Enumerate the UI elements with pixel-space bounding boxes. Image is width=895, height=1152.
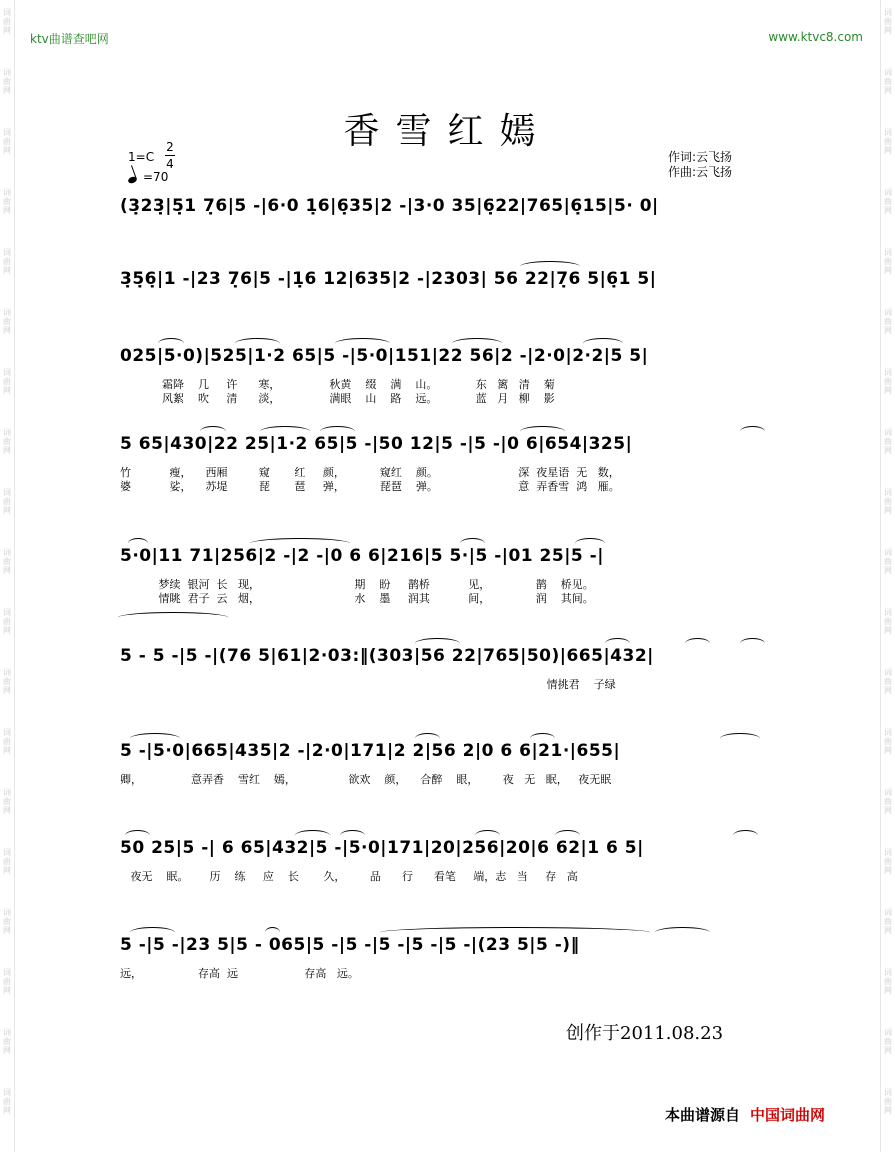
slur-mark (340, 830, 365, 841)
slur-mark (158, 338, 184, 349)
source-credit (665, 1104, 825, 1125)
watermark-text: 词曲网 (884, 608, 892, 635)
watermark-text: 词曲网 (3, 428, 11, 455)
slur-mark (733, 830, 758, 841)
lyrics-verse-2: 婆 娑， 苏堤 琵 琶 弹， 琵琶 弹。 意 弄香雪 鸿 雁。 (120, 480, 620, 493)
watermark-text: 词曲网 (3, 668, 11, 695)
slur-mark (118, 612, 228, 623)
melody-notation: 5 - 5 -|5 -|(76 5|61|2·03:‖(303|56 22|765|50)|665|432| (120, 646, 654, 666)
watermark-text: 词曲网 (3, 1028, 11, 1055)
watermark-text: 词曲网 (884, 548, 892, 575)
watermark-text: 词曲网 (884, 668, 892, 695)
watermark-text: 词曲网 (884, 788, 892, 815)
slur-mark (125, 830, 150, 841)
quarter-note-icon (127, 176, 138, 185)
slur-mark (530, 733, 555, 744)
time-denominator: 4 (166, 157, 174, 171)
lyrics-verse-1: 梦续 银河 长 现， 期 盼 鹊桥 见， 鹊 桥见。 (120, 578, 594, 591)
slur-mark (520, 426, 565, 437)
watermark-text: 词曲网 (3, 728, 11, 755)
slur-mark (720, 733, 760, 744)
melody-notation: 025|5·0)|525|1·2 65|5 -|5·0|151|22 56|2 -|2·0|2·2|5 5| (120, 346, 649, 366)
lyrics-verse-1: 夜无 眠。 历 练 应 长 久， 品 行 看笔 端，志 当 存 高 (120, 870, 578, 883)
watermark-text: 词曲网 (884, 368, 892, 395)
watermark-text: 词曲网 (884, 728, 892, 755)
slur-mark (380, 927, 650, 938)
tempo-value: =70 (143, 170, 169, 184)
lyrics-verse-1: 远， 存高 远 存高 远。 (120, 967, 359, 980)
slur-mark (265, 927, 280, 938)
watermark-text: 词曲网 (3, 848, 11, 875)
watermark-text: 词曲网 (3, 128, 11, 155)
watermark-text: 词曲网 (3, 968, 11, 995)
watermark-text: 词曲网 (3, 908, 11, 935)
watermark-text: 词曲网 (884, 128, 892, 155)
slur-mark (605, 638, 630, 649)
watermark-text: 词曲网 (884, 968, 892, 995)
slur-mark (555, 830, 580, 841)
melody-notation: 5·0|11 71|256|2 -|2 -|0 6 6|216|5 5·|5 -|01 25|5 -| (120, 546, 604, 566)
composer-credit: 作曲:云飞扬 (668, 165, 733, 179)
slur-mark (583, 338, 623, 349)
source-brand-link[interactable]: 中国词曲网 (750, 1106, 826, 1124)
melody-notation: 3̣5̣6̣|1 -|23 7̣6|5 -|1̣6 12|635|2 -|2303| 56 22|7̣6 5|6̣1 5| (120, 269, 657, 289)
slur-mark (200, 426, 226, 437)
slur-mark (130, 733, 180, 744)
time-signature (165, 140, 175, 171)
lyrics-verse-1: 情挑君 子绿 (120, 678, 616, 691)
slur-mark (235, 338, 280, 349)
watermark-text: 词曲网 (3, 248, 11, 275)
left-watermark-strip (0, 0, 15, 1152)
slur-mark (335, 338, 390, 349)
slur-mark (740, 426, 765, 437)
creation-date: 创作于2011.08.23 (566, 1023, 724, 1044)
watermark-text: 词曲网 (884, 908, 892, 935)
melody-notation: 5 65|430|22 25|1·2 65|5 -|50 12|5 -|5 -|0 6|654|325| (120, 434, 633, 454)
key-signature: 1=C (128, 150, 155, 164)
song-title: 香雪红嫣 (343, 111, 552, 152)
left-site-link[interactable]: ktv曲谱查吧网 (30, 32, 109, 46)
slur-mark (575, 538, 605, 549)
watermark-text: 词曲网 (3, 8, 11, 35)
watermark-text: 词曲网 (3, 1088, 11, 1115)
watermark-text: 词曲网 (3, 308, 11, 335)
tempo-marking (128, 170, 168, 184)
slur-mark (520, 261, 580, 272)
slur-mark (130, 927, 175, 938)
slur-mark (452, 338, 502, 349)
right-site-link[interactable]: www.ktvc8.com (768, 30, 863, 44)
watermark-text: 词曲网 (884, 488, 892, 515)
lyricist-credit: 作词:云飞扬 (668, 150, 733, 164)
slur-mark (250, 538, 350, 549)
watermark-text: 词曲网 (3, 368, 11, 395)
watermark-text: 词曲网 (884, 428, 892, 455)
watermark-text: 词曲网 (3, 548, 11, 575)
melody-notation: 5 -|5 -|23 5|5 - 065|5 -|5 -|5 -|5 -|5 -|(23 5|5 -)‖ (120, 935, 580, 955)
lyrics-verse-2: 风絮 吹 清 淡， 满眼 山 路 远。 蓝 月 柳 影 (120, 392, 555, 405)
slur-mark (475, 830, 500, 841)
slur-mark (740, 638, 765, 649)
time-numerator: 2 (166, 140, 174, 154)
watermark-text: 词曲网 (884, 1028, 892, 1055)
melody-notation: 50 25|5 -| 6 65|432|5 -|5·0|171|20|256|20|6 62|1 6 5| (120, 838, 644, 858)
watermark-text: 词曲网 (884, 8, 892, 35)
slur-mark (320, 426, 355, 437)
watermark-text: 词曲网 (884, 848, 892, 875)
watermark-text: 词曲网 (884, 308, 892, 335)
lyrics-verse-1: 卿， 意弄香 雪红 嫣， 欲欢 颜， 合醉 眼， 夜 无 眠， 夜无眠 (120, 773, 612, 786)
right-watermark-strip (880, 0, 895, 1152)
slur-mark (415, 733, 440, 744)
slur-mark (128, 538, 148, 549)
melody-notation: 5 -|5·0|665|435|2 -|2·0|171|2 2|56 2|0 6 6|21·|655| (120, 741, 621, 761)
lyrics-verse-2: 情眺 君子 云 烟， 水 墨 润其 间， 润 其间。 (120, 592, 594, 605)
watermark-text: 词曲网 (884, 248, 892, 275)
slur-mark (415, 638, 460, 649)
melody-notation: (3̣23̣|5̣1 7̣6|5 -|6·0 1̣6|6̣35|2 -|3·0 35|6̣22|765|6̣15|5· 0| (120, 196, 659, 216)
slur-mark (655, 927, 710, 938)
slur-mark (460, 538, 485, 549)
watermark-text: 词曲网 (3, 68, 11, 95)
watermark-text: 词曲网 (884, 188, 892, 215)
slur-mark (295, 830, 330, 841)
watermark-text: 词曲网 (3, 188, 11, 215)
source-label: 本曲谱源自 (665, 1106, 741, 1124)
watermark-text: 词曲网 (3, 788, 11, 815)
slur-mark (685, 638, 710, 649)
watermark-text: 词曲网 (884, 68, 892, 95)
lyrics-verse-1: 竹 瘦， 西厢 窥 红 颜， 窥红 颜。 深 夜星语 无 数， (120, 466, 620, 479)
slur-mark (260, 426, 310, 437)
watermark-text: 词曲网 (884, 1088, 892, 1115)
lyrics-verse-1: 霜降 几 许 寒， 秋黄 缀 满 山。 东 篱 清 菊 (120, 378, 555, 391)
watermark-text: 词曲网 (3, 488, 11, 515)
watermark-text: 词曲网 (3, 608, 11, 635)
time-divider (165, 155, 175, 156)
